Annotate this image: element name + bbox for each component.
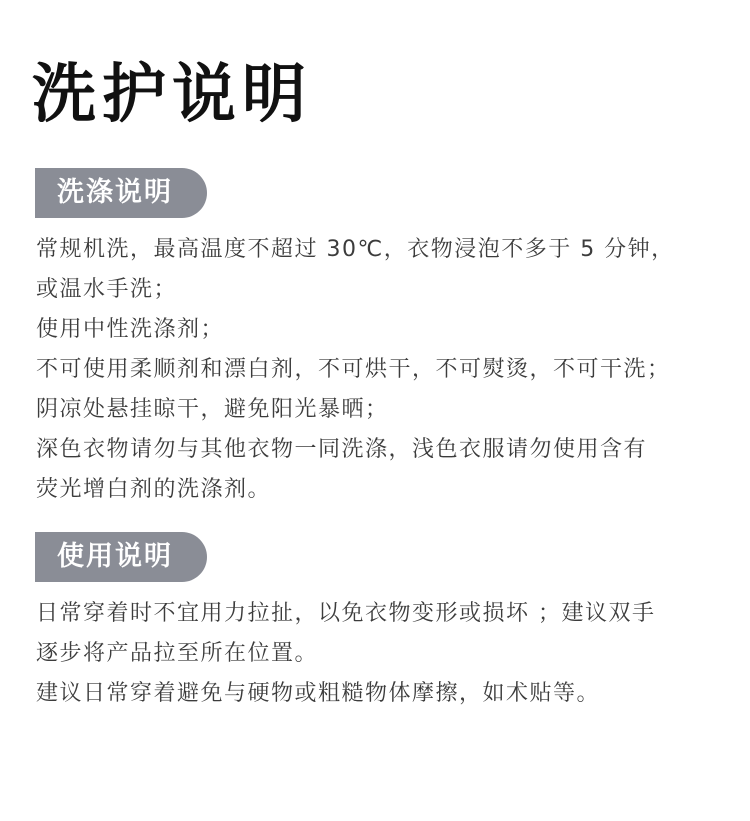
instruction-line: 阴凉处悬挂晾干，避免阳光暴晒； xyxy=(36,397,389,422)
instruction-line: 日常穿着时不宜用力拉扯，以免衣物变形或损坏 ；建议双手 xyxy=(36,601,656,626)
instruction-line: 常规机洗，最高温度不超过 30℃，衣物浸泡不多于 5 分钟， xyxy=(36,237,675,262)
instruction-line: 深色衣物请勿与其他衣物一同洗涤，浅色衣服请勿使用含有 xyxy=(36,437,648,462)
instruction-line: 逐步将产品拉至所在位置。 xyxy=(36,641,319,666)
instruction-line: 建议日常穿着避免与硬物或粗糙物体摩擦，如术贴等。 xyxy=(36,681,601,706)
page-title: 洗护说明 xyxy=(32,58,312,132)
section-heading-usage: 使用说明 xyxy=(35,532,207,582)
section-heading-washing: 洗涤说明 xyxy=(35,168,207,218)
instruction-line: 不可使用柔顺剂和漂白剂，不可烘干，不可熨烫，不可干洗； xyxy=(36,357,671,382)
instruction-line: 荧光增白剂的洗涤剂。 xyxy=(36,477,272,502)
section-usage-instructions xyxy=(36,532,720,714)
usage-instructions-text xyxy=(36,594,720,714)
instruction-line: 或温水手洗； xyxy=(36,277,178,302)
washing-instructions-text xyxy=(36,230,720,510)
instruction-line: 使用中性洗涤剂； xyxy=(36,317,225,342)
section-washing-instructions xyxy=(36,168,720,510)
